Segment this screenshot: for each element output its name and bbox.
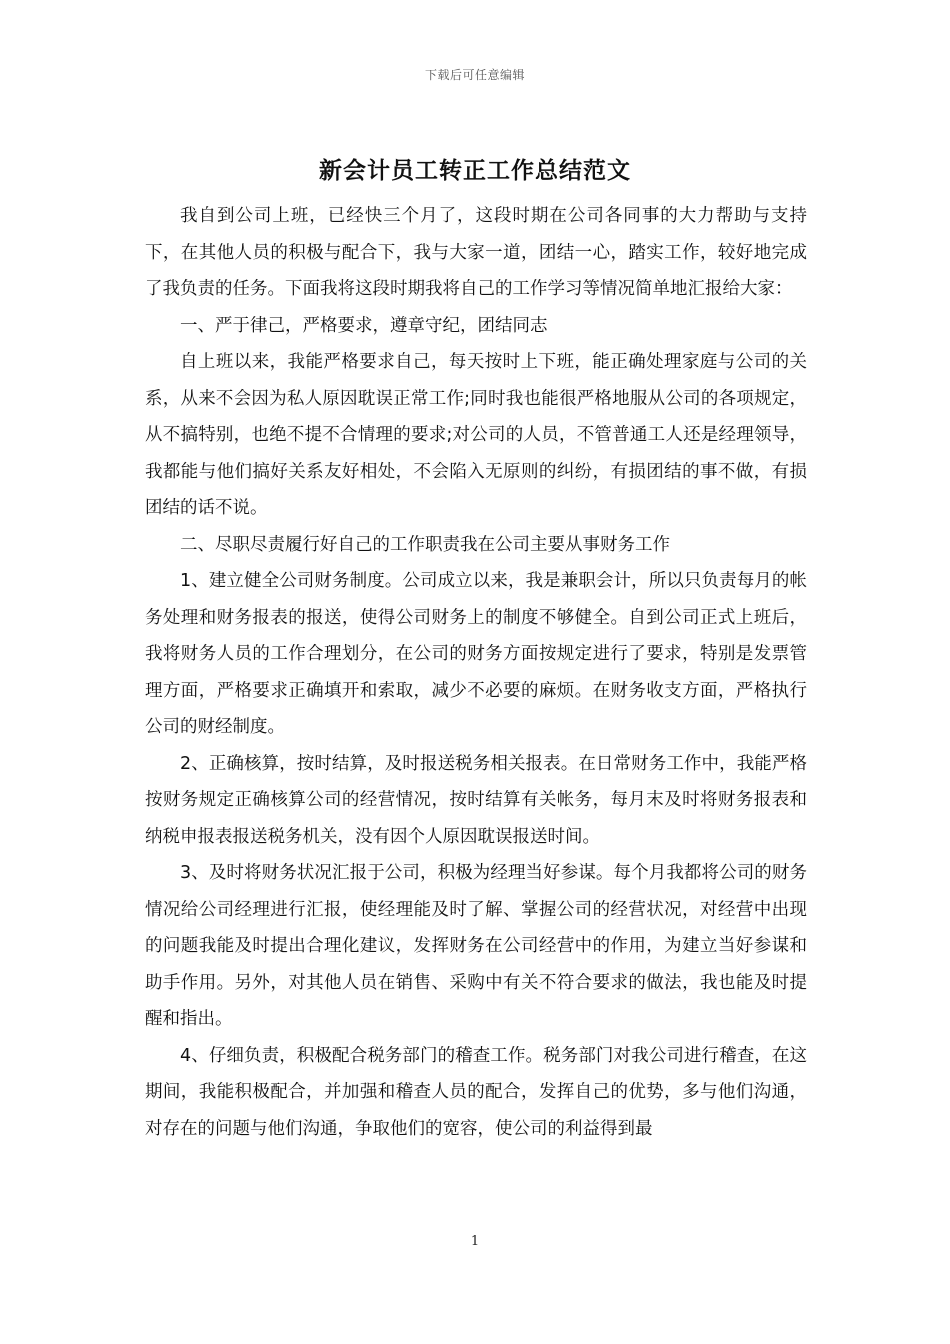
section-heading-2: 二、尽职尽责履行好自己的工作职责我在公司主要从事财务工作 (180, 534, 670, 555)
document-title: 新会计员工转正工作总结范文 (319, 158, 631, 184)
paragraph-intro: 我自到公司上班，已经快三个月了，这段时期在公司各同事的大力帮助与支持下，在其他人员的积极与配合下，我与大家一道，团结一心，踏实工作，较好地完成了我负责的任务。下面我将这段时期我将自己的工作学习等情况简单地汇报给大家： (145, 206, 807, 299)
header-note: 下载后可任意编辑 (424, 68, 525, 82)
paragraph-item-4: 4、仔细负责，积极配合税务部门的稽查工作。税务部门对我公司进行稽查，在这期间，我能积极配合，并加强和稽查人员的配合，发挥自己的优势，多与他们沟通，对存在的问题与他们沟通，争取他们的宽容，使公司的利益得到最 (145, 1045, 807, 1139)
paragraph-item-3: 3、及时将财务状况汇报于公司，积极为经理当好参谋。每个月我都将公司的财务情况给公司经理进行汇报，使经理能及时了解、掌握公司的经营状况，对经营中出现的问题我能及时提出合理化建议，发挥财务在公司经营中的作用，为建立当好参谋和助手作用。另外，对其他人员在销售、采购中有关不符合要求的做法，我也能及时提醒和指出。 (145, 863, 807, 1029)
paragraph-item-2: 2、正确核算，按时结算，及时报送税务相关报表。在日常财务工作中，我能严格按财务规定正确核算公司的经营情况，按时结算有关帐务，每月末及时将财务报表和纳税申报表报送税务机关，没有因个人原因耽误报送时间。 (145, 753, 807, 847)
section-heading-1: 一、严于律己，严格要求，遵章守纪，团结同志 (180, 315, 548, 336)
document-body (145, 198, 807, 1147)
paragraph-item-1: 1、建立健全公司财务制度。公司成立以来，我是兼职会计，所以只负责每月的帐务处理和财务报表的报送，使得公司财务上的制度不够健全。自到公司正式上班后，我将财务人员的工作合理划分，在公司的财务方面按规定进行了要求，特别是发票管理方面，严格要求正确填开和索取，减少不必要的麻烦。在财务收支方面，严格执行公司的财经制度。 (145, 571, 807, 737)
paragraph-section-1: 自上班以来，我能严格要求自己，每天按时上下班，能正确处理家庭与公司的关系，从来不会因为私人原因耽误正常工作;同时我也能很严格地服从公司的各项规定，从不搞特别，也绝不提不合情理的要求;对公司的人员，不管普通工人还是经理领导，我都能与他们搞好关系友好相处，不会陷入无原则的纠纷，有损团结的事不做，有损团结的话不说。 (145, 352, 807, 518)
page-number: 1 (470, 1234, 480, 1249)
